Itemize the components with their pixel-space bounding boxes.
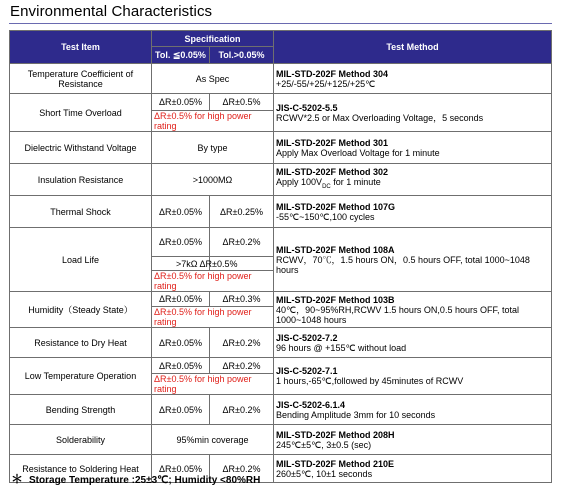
method-condition: Bending Amplitude 3mm for 10 seconds: [276, 409, 436, 420]
method-condition-cont: 1000~1048 hours: [276, 314, 347, 325]
row-method-dry-heat: [274, 328, 552, 358]
condition-text: Apply 100V: [276, 177, 323, 188]
row-item-load-life: Load Life: [10, 228, 152, 292]
row-item-thermal-shock: Thermal Shock: [10, 196, 152, 228]
method-condition: RCWV*2.5 or Max Overloading Voltage，5 seconds: [276, 112, 484, 123]
row-tol-low: ΔR±0.05%: [152, 358, 210, 374]
row-tol-high: ΔR±0.3%: [210, 292, 274, 307]
row-item-bending: Bending Strength: [10, 395, 152, 425]
row-tol-low: ΔR±0.05%: [152, 94, 210, 111]
row-method-dielectric: [274, 132, 552, 164]
header-tol-high: Tol.>0.05%: [210, 47, 274, 64]
row-item-insulation: Insulation Resistance: [10, 164, 152, 196]
row-tol-low: ΔR±0.05%: [152, 328, 210, 358]
method-condition: 260±5℃, 10±1 seconds: [276, 468, 373, 479]
method-condition: 1 hours,-65℃,followed by 45minutes of RCWV: [276, 376, 464, 386]
page-title: Environmental Characteristics: [10, 3, 213, 20]
dc-subscript: DC: [322, 183, 331, 190]
row-tol-high: ΔR±0.2%: [210, 328, 274, 358]
method-standard: JIS-C-5202-7.1: [276, 366, 338, 376]
row-item-solderability: Solderability: [10, 425, 152, 455]
row-method-bending: [274, 395, 552, 425]
title-underline: [9, 23, 552, 24]
row-tol-low: ΔR±0.05%: [152, 292, 210, 307]
method-standard: MIL-STD-202F Method 304: [276, 68, 389, 79]
method-standard: MIL-STD-202F Method 301: [276, 137, 389, 148]
method-standard: MIL-STD-202F Method 302: [276, 167, 389, 178]
row-tol-high: ΔR±0.2%: [210, 395, 274, 425]
method-condition: 40℃，90~95%RH,RCWV 1.5 hours ON,0.5 hours OFF, total: [276, 304, 519, 315]
method-standard: MIL-STD-202F Method 107G: [276, 201, 396, 212]
row-item-dielectric: Dielectric Withstand Voltage: [10, 132, 152, 164]
row-method-thermal-shock: [274, 196, 552, 228]
method-standard: JIS-C-5202-6.1.4: [276, 399, 346, 410]
method-condition: 96 hours @ +155℃ without load: [276, 342, 407, 353]
row-method-low-temperature: [274, 358, 552, 395]
row-method-solderability: [274, 425, 552, 455]
row-spec-solderability: 95%min coverage: [152, 425, 274, 455]
row-tol-low: ΔR±0.05%: [152, 196, 210, 228]
row-tol-high: ΔR±0.2%: [210, 455, 274, 483]
row-tol-low: ΔR±0.05%: [152, 228, 210, 257]
row-tol-high: ΔR±0.2%: [210, 358, 274, 374]
row-item-tcr: Temperature Coefficient of Resistance: [10, 64, 152, 94]
environmental-characteristics-table: [9, 30, 552, 483]
method-condition: -55℃~150℃,100 cycles: [276, 211, 375, 222]
row-item-short-time-overload: Short Time Overload: [10, 94, 152, 132]
header-tol-low: Tol. ≦0.05%: [152, 47, 210, 64]
method-standard: JIS-C-5202-5.5: [276, 102, 338, 113]
row-tol-high: ΔR±0.25%: [210, 196, 274, 228]
row-method-tcr: [274, 64, 552, 94]
storage-note-text: Storage Temperature :25±3℃; Humidity <80%RH: [29, 475, 261, 486]
row-method-short-time-overload: [274, 94, 552, 132]
method-standard: MIL-STD-202F Method 208H: [276, 429, 395, 440]
star-icon: ＊: [11, 472, 24, 486]
row-item-humidity: Humidity（Steady State）: [10, 292, 152, 328]
row-tol-low: ΔR±0.05%: [152, 395, 210, 425]
header-specification: Specification: [152, 31, 274, 47]
high-power-note: ΔR±0.5% for high power rating: [152, 374, 274, 395]
row-item-soldering-heat: Resistance to Soldering Heat: [10, 455, 152, 483]
method-condition: Apply Max Overload Voltage for 1 minute: [276, 147, 440, 158]
method-condition: +25/-55/+25/+125/+25℃: [276, 78, 376, 89]
method-condition: 245℃±5℃, 3±0.5 (sec): [276, 439, 372, 450]
method-standard: JIS-C-5202-7.2: [276, 332, 338, 343]
header-test-method: Test Method: [274, 31, 552, 64]
row-tol-high: ΔR±0.5%: [210, 94, 274, 111]
row-item-low-temperature: Low Temperature Operation: [10, 358, 152, 395]
row-method-insulation: [274, 164, 552, 196]
row-method-load-life: [274, 228, 552, 292]
storage-note: [11, 470, 260, 487]
row-extra-spec: [176, 257, 274, 271]
high-power-note: ΔR±0.5% for high power rating: [152, 111, 274, 132]
condition-text-end: for 1 minute: [330, 177, 381, 188]
row-method-humidity: [274, 292, 552, 328]
method-standard: MIL-STD-202F Method 103B: [276, 294, 395, 305]
row-spec-insulation: >1000MΩ: [152, 164, 274, 196]
header-test-item: Test Item: [10, 31, 152, 64]
method-standard: MIL-STD-202F Method 210E: [276, 458, 395, 469]
method-condition: RCWV，70℃，1.5 hours ON，0.5 hours OFF, total 1000~1048 hours: [276, 254, 530, 275]
row-method-soldering-heat: [274, 455, 552, 483]
method-condition: [276, 177, 551, 192]
row-spec-tcr: As Spec: [152, 64, 274, 94]
method-standard: MIL-STD-202F Method 108A: [276, 244, 395, 255]
high-power-note: ΔR±0.5% for high power rating: [152, 271, 274, 292]
row-spec-dielectric: By type: [152, 132, 274, 164]
row-tol-low: ΔR±0.05%: [152, 455, 210, 483]
extra-spec-text: >7kΩ ΔR±0.5%: [176, 258, 238, 269]
row-tol-high: ΔR±0.2%: [210, 228, 274, 257]
row-item-dry-heat: Resistance to Dry Heat: [10, 328, 152, 358]
high-power-note: ΔR±0.5% for high power rating: [152, 307, 274, 328]
